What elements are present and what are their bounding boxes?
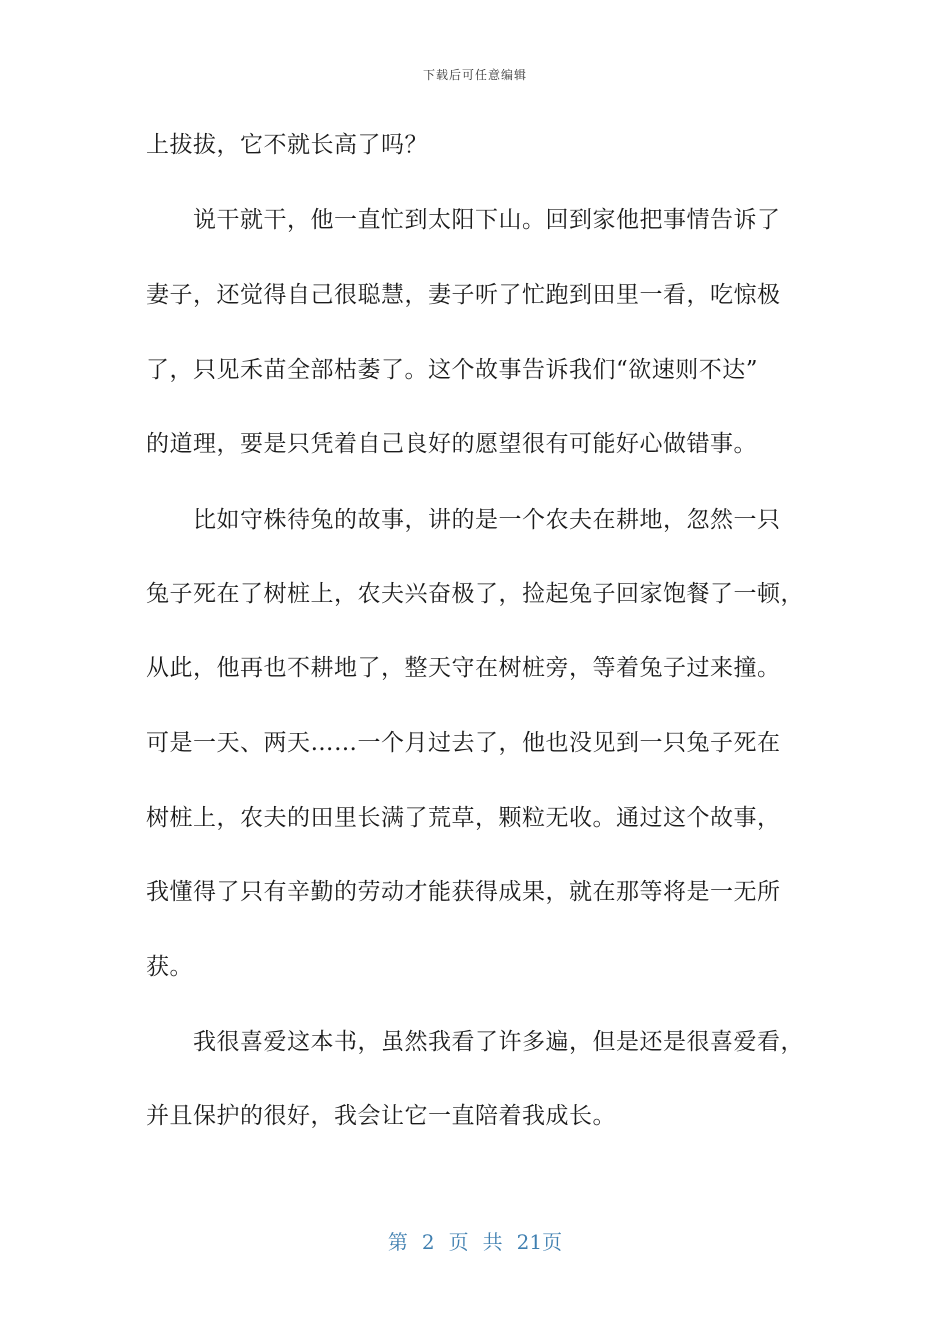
footer-total-label: 共 [482,1230,503,1254]
text-line: 比如守株待兔的故事，讲的是一个农夫在耕地，忽然一只 [146,507,781,533]
text-line: 并且保护的很好，我会让它一直陪着我成长。 [146,1103,616,1129]
text-line: 从此，他再也不耕地了，整天守在树桩旁，等着兔子过来撞。 [146,655,781,681]
text-line: 可是一天、两天……一个月过去了，他也没见到一只兔子死在 [146,730,781,756]
text-line: 上拔拔，它不就长高了吗？ [146,132,428,158]
footer-end-label: 页 [542,1230,563,1254]
footer-current-page: 2 [421,1230,435,1254]
footer-page-unit: 页 [448,1230,469,1254]
page-footer [0,1226,950,1255]
text-line: 的道理，要是只凭着自己良好的愿望很有可能好心做错事。 [146,431,757,457]
footer-page-label: 第 [387,1230,408,1254]
text-line: 说干就干，他一直忙到太阳下山。回到家他把事情告诉了 [146,207,781,233]
footer-total-pages: 21 [516,1230,543,1254]
text-line: 获。 [146,954,193,980]
text-line: 我很喜爱这本书，虽然我看了许多遍，但是还是很喜爱看， [146,1029,804,1055]
page-header: 下载后可任意编辑 [422,68,527,82]
text-line: 兔子死在了树桩上，农夫兴奋极了，捡起兔子回家饱餐了一顿， [146,581,804,607]
text-line: 树桩上，农夫的田里长满了荒草，颗粒无收。通过这个故事， [146,805,781,831]
text-line: 妻子，还觉得自己很聪慧，妻子听了忙跑到田里一看，吃惊极 [146,282,781,308]
text-line: 了，只见禾苗全部枯萎了。这个故事告诉我们“欲速则不达” [146,357,759,383]
text-line: 我懂得了只有辛勤的劳动才能获得成果，就在那等将是一无所 [146,879,781,905]
